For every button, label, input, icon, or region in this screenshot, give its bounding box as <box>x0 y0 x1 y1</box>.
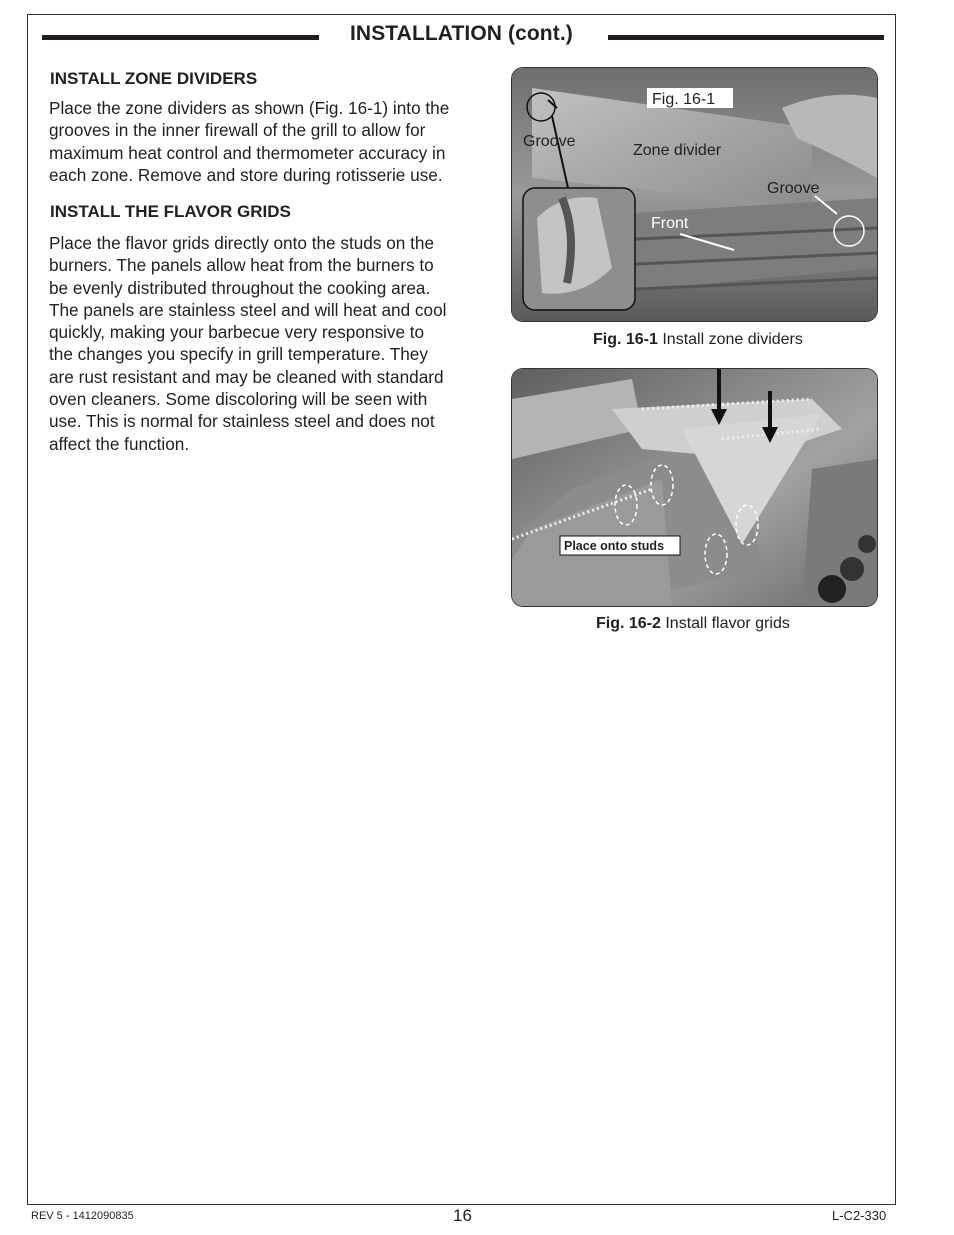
flavor-grids-illustration <box>512 369 877 606</box>
caption-text: Install zone dividers <box>657 331 803 348</box>
caption-text: Install flavor grids <box>660 615 790 632</box>
place-onto-studs-label: Place onto studs <box>564 539 665 553</box>
figure-flavor-grids-photo <box>511 368 878 607</box>
figure-zone-dividers-photo <box>511 67 878 322</box>
page-number: 16 <box>453 1206 472 1225</box>
figure-16-1-caption <box>593 331 803 349</box>
fig-16-1-tag: Fig. 16-1 <box>652 91 716 108</box>
header-rule-right <box>608 35 884 40</box>
text-line: maximum heat control and thermometer accuracy in <box>49 142 446 163</box>
text-line: each zone. Remove and store during rotisserie use. <box>49 164 443 185</box>
text-line: are rust resistant and may be cleaned with standard <box>49 366 444 387</box>
section-title-flavor-grids: INSTALL THE FLAVOR GRIDS <box>50 202 291 221</box>
section-title-zone-dividers: INSTALL ZONE DIVIDERS <box>50 69 258 88</box>
page-title: INSTALLATION (cont.) <box>350 22 573 45</box>
zone-divider-illustration <box>512 68 877 321</box>
text-line: grooves in the inner firewall of the grill to allow for <box>49 120 426 141</box>
text-line: The panels are stainless steel and will heat and cool <box>49 299 447 320</box>
figure-16-2-caption <box>596 615 790 633</box>
text-line: Place the zone dividers as shown (Fig. 16-1) into the <box>49 98 450 118</box>
groove-label-left: Groove <box>523 133 576 150</box>
text-line: oven cleaners. Some discoloring will be seen with <box>49 389 428 410</box>
zone-divider-label: Zone divider <box>633 142 722 159</box>
front-label: Front <box>651 215 689 232</box>
header-rule-left <box>42 35 319 40</box>
text-line: be evenly distributed throughout the cooking area. <box>49 277 431 298</box>
paragraph-zone-dividers <box>49 97 463 186</box>
text-line: burners. The panels allow heat from the burners to <box>49 255 434 276</box>
caption-fig-number: Fig. 16-2 <box>596 615 661 632</box>
paragraph-flavor-grids <box>49 232 463 455</box>
model-number: L-C2-330 <box>832 1208 887 1223</box>
text-line: quickly, making your barbecue very responsive to <box>49 322 425 343</box>
groove-label-right: Groove <box>767 180 820 197</box>
revision-label: REV 5 - 1412090835 <box>31 1210 134 1222</box>
text-line: affect the function. <box>49 433 190 454</box>
text-line: Place the flavor grids directly onto the studs on the <box>49 233 435 253</box>
text-line: use. This is normal for stainless steel and does not <box>49 411 435 432</box>
caption-fig-number: Fig. 16-1 <box>593 331 658 348</box>
text-line: the changes you specify in grill temperature. They <box>49 344 428 365</box>
